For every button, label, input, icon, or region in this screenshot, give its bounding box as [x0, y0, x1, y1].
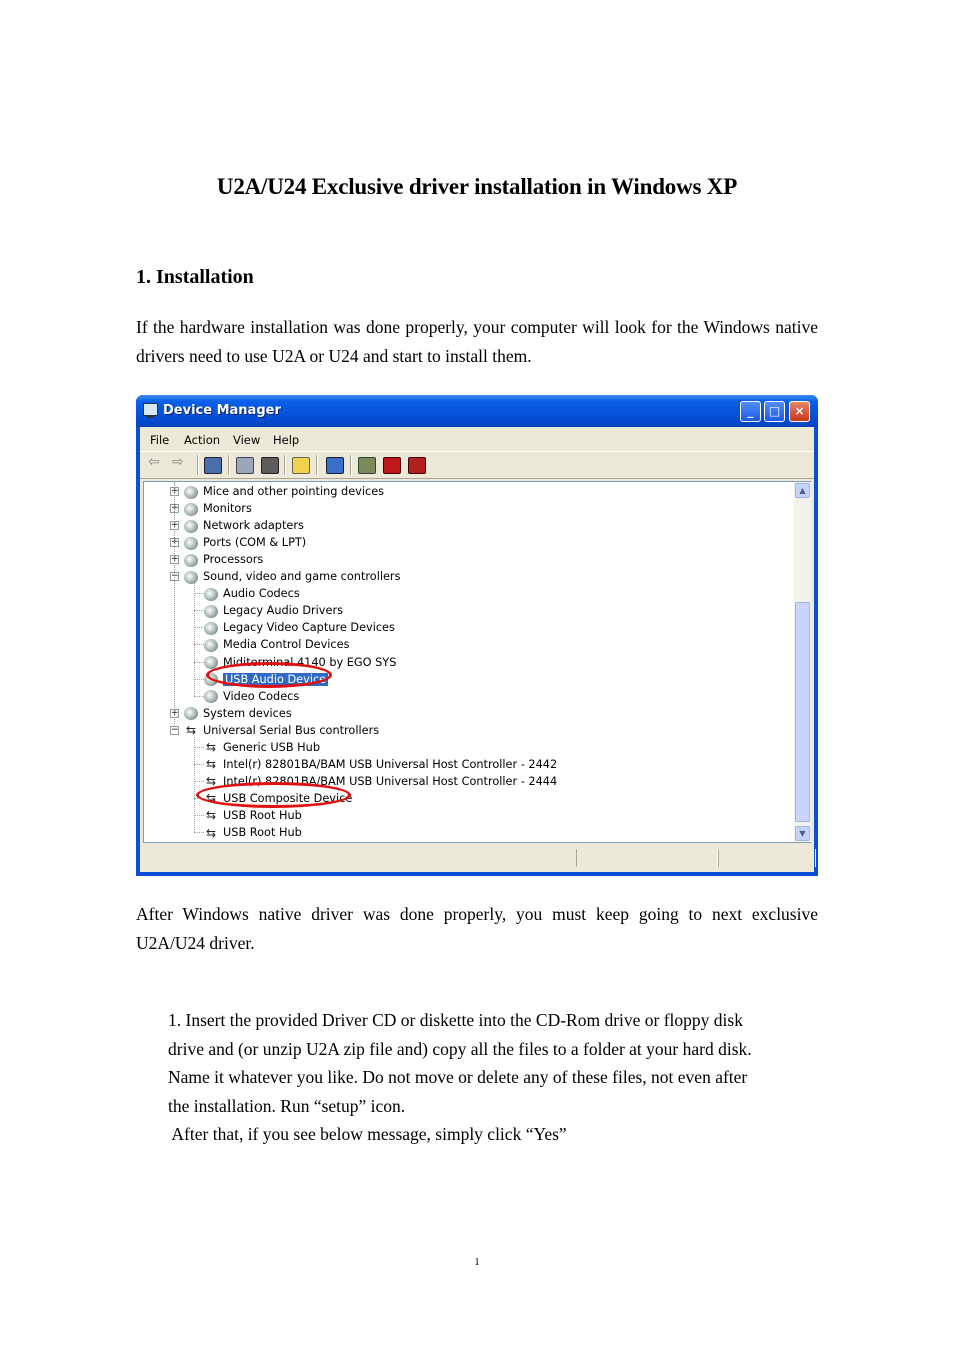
step-line: the installation. Run “setup” icon.	[168, 1095, 406, 1116]
tree-category[interactable]	[184, 722, 379, 739]
usb-icon: ⇆	[185, 723, 197, 738]
tree-item-label: Intel(r) 82801BA/BAM USB Universal Host Controller - 2442	[223, 757, 558, 771]
uninstall-icon[interactable]	[383, 457, 401, 474]
device-icon	[204, 639, 218, 652]
highlight-circle-usb-audio	[206, 662, 332, 688]
step-line: drive and (or unzip U2A zip file and) copy all the files to a folder at your hard disk.	[168, 1038, 752, 1059]
expand-icon[interactable]: +	[171, 537, 179, 548]
title-bar	[136, 395, 818, 427]
device-icon	[204, 605, 218, 618]
tree-item-label: Intel(r) 82801BA/BAM USB Universal Host Controller - 2444	[223, 774, 558, 788]
intro-paragraph: If the hardware installation was done properly, your computer will look for the Windows native drivers need to use U2A or U24 and start to install them.	[136, 317, 818, 366]
step-line: After that, if you see below message, simply click “Yes”	[168, 1124, 567, 1145]
disable-icon[interactable]	[408, 457, 426, 474]
tree-item-label: Mice and other pointing devices	[203, 485, 385, 498]
maximize-button[interactable]: □	[764, 401, 785, 422]
tree-device[interactable]	[204, 807, 302, 824]
scroll-up-icon[interactable]: ▲	[795, 483, 810, 498]
scroll-down-icon[interactable]: ▼	[795, 826, 810, 841]
expand-icon[interactable]: +	[171, 554, 179, 565]
back-icon[interactable]: ⇦	[148, 454, 160, 470]
highlight-circle-usb-composite	[196, 782, 351, 808]
expand-icon[interactable]: +	[171, 707, 179, 718]
section-heading: 1. Installation	[136, 266, 254, 288]
tree-item-label: System devices	[203, 706, 292, 720]
after-paragraph: After Windows native driver was done properly, you must keep going to next exclusive U2A/U24 driver.	[136, 904, 818, 953]
tree-item-label: Media Control Devices	[223, 638, 350, 652]
console-tree-icon[interactable]	[204, 457, 222, 474]
tree-item-label: Audio Codecs	[223, 587, 300, 601]
device-icon	[184, 503, 198, 516]
toolbar	[140, 451, 814, 479]
usb-icon: ⇆	[205, 740, 217, 755]
tree-item-label: Sound, video and game controllers	[203, 570, 401, 584]
tree-device[interactable]	[204, 619, 395, 636]
tree-item-label: Legacy Audio Drivers	[223, 604, 343, 618]
device-icon	[204, 690, 218, 703]
menu-view[interactable]: View	[233, 433, 261, 447]
tree-item-label: Generic USB Hub	[223, 740, 321, 754]
tree-item-label: Video Codecs	[223, 689, 300, 703]
usb-icon: ⇆	[205, 757, 217, 772]
collapse-icon[interactable]: −	[171, 571, 179, 582]
tree-category[interactable]	[184, 705, 292, 722]
tree-device[interactable]	[204, 636, 349, 653]
expand-icon[interactable]: +	[171, 520, 179, 531]
close-button[interactable]: ×	[789, 401, 810, 422]
tree-item-label: Ports (COM & LPT)	[203, 536, 307, 550]
tree-device[interactable]	[204, 602, 343, 619]
tree-category[interactable]	[184, 517, 304, 534]
tree-item-label: Miditerminal 4140 by EGO SYS	[223, 655, 397, 669]
tree-item-label: Processors	[203, 553, 264, 567]
step-line: 1. Insert the provided Driver CD or diskette into the CD-Rom drive or floppy disk	[168, 1010, 743, 1030]
document-title: U2A/U24 Exclusive driver installation in Windows XP	[216, 174, 738, 199]
device-icon	[184, 537, 198, 550]
tree-category[interactable]	[184, 483, 384, 500]
device-icon	[184, 707, 198, 720]
tree-category[interactable]	[184, 500, 252, 517]
expand-icon[interactable]: +	[171, 503, 179, 514]
device-icon	[204, 622, 218, 635]
window-title: Device Manager	[163, 403, 281, 418]
minimize-button[interactable]: _	[740, 401, 761, 422]
menu-help[interactable]: Help	[273, 433, 300, 447]
properties-icon[interactable]	[236, 457, 254, 474]
scan-hardware-icon[interactable]	[326, 457, 344, 474]
menu-file[interactable]: File	[150, 433, 170, 447]
status-bar	[140, 847, 814, 869]
step-list	[168, 1006, 828, 1149]
tree-item-label: Network adapters	[203, 519, 304, 533]
usb-icon: ⇆	[205, 791, 217, 806]
usb-icon: ⇆	[205, 808, 217, 823]
menu-action[interactable]: Action	[184, 433, 221, 447]
print-icon[interactable]	[261, 457, 279, 474]
tree-item-label: USB Root Hub	[223, 808, 302, 822]
tree-item-label: Monitors	[203, 502, 252, 516]
device-tree-panel	[143, 481, 811, 843]
page-number: 1	[474, 1256, 480, 1268]
scroll-thumb[interactable]	[795, 602, 810, 822]
device-icon	[184, 571, 198, 584]
tree-item-label: Legacy Video Capture Devices	[223, 621, 395, 635]
vertical-scrollbar[interactable]	[794, 482, 811, 842]
tree-device[interactable]	[204, 739, 320, 756]
tree-category[interactable]	[184, 568, 400, 585]
device-icon	[184, 520, 198, 533]
tree-device[interactable]	[204, 756, 557, 773]
expand-icon[interactable]: +	[171, 486, 179, 496]
tree-device[interactable]	[204, 824, 302, 841]
device-icon	[184, 554, 198, 567]
usb-icon: ⇆	[205, 774, 217, 789]
collapse-icon[interactable]: −	[171, 724, 179, 735]
device-icon	[184, 486, 198, 499]
step-line: Name it whatever you like. Do not move or delete any of these files, not even after	[168, 1067, 748, 1088]
tree-device[interactable]	[204, 688, 299, 705]
tree-item-label: Universal Serial Bus controllers	[203, 723, 380, 737]
device-icon	[204, 588, 218, 601]
update-driver-icon[interactable]	[358, 457, 376, 474]
device-manager-screenshot	[136, 395, 818, 876]
computer-icon	[143, 403, 158, 416]
window-client	[140, 427, 814, 872]
tree-category[interactable]	[184, 534, 306, 551]
tree-item-label: USB Root Hub	[223, 826, 302, 839]
usb-icon: ⇆	[205, 825, 217, 840]
tree-device[interactable]	[204, 585, 300, 602]
forward-icon[interactable]: ⇨	[172, 454, 184, 470]
tree-category[interactable]	[184, 551, 263, 568]
menu-bar	[140, 429, 814, 449]
help-icon[interactable]	[292, 457, 310, 474]
tree-item-label: USB Audio Device	[225, 672, 327, 686]
tree-item-label: USB Composite Device	[223, 791, 353, 805]
